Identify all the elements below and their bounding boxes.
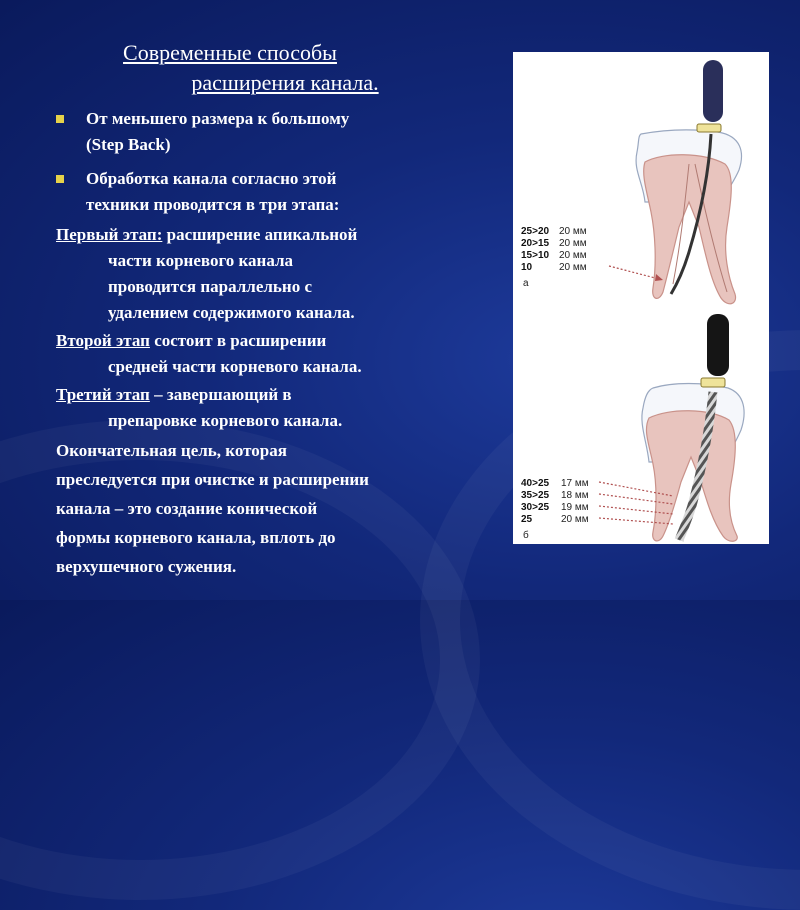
stage-text: средней части корневого канала.	[108, 357, 362, 376]
panel-letter: а	[523, 278, 529, 289]
length-label: 20 мм	[561, 514, 589, 525]
length-label: 20 мм	[559, 250, 587, 261]
tooth-root-icon	[646, 411, 737, 542]
stage-text: – завершающий в	[149, 385, 292, 404]
conclusion-line: верхушечного сужения.	[56, 557, 237, 576]
size-label: 25	[521, 514, 533, 525]
file-handle-icon	[703, 60, 723, 122]
conclusion-paragraph	[56, 436, 476, 581]
file-stopper-icon	[697, 124, 721, 132]
bullet-text: (Step Back)	[86, 135, 171, 154]
bullet-item	[56, 166, 476, 218]
size-label: 35>25	[521, 490, 550, 501]
length-label: 20 мм	[559, 238, 587, 249]
length-label: 20 мм	[559, 262, 587, 273]
square-bullet-icon	[56, 115, 64, 123]
stage-paragraph	[56, 328, 476, 380]
bullet-item	[56, 106, 476, 158]
file-stopper-icon	[701, 378, 725, 387]
length-label: 18 мм	[561, 490, 589, 501]
bullet-text: техники проводится в три этапа:	[86, 195, 340, 214]
size-label: 10	[521, 262, 533, 273]
slide-content	[56, 106, 476, 581]
size-label: 40>25	[521, 478, 550, 489]
square-bullet-icon	[56, 175, 64, 183]
tooth-root-icon	[644, 155, 736, 304]
stage-text: удалением содержимого канала.	[108, 303, 355, 322]
conclusion-line: преследуется при очистке и расширении	[56, 470, 369, 489]
length-label: 20 мм	[559, 226, 587, 237]
panel-letter: б	[523, 530, 529, 541]
size-label: 25>20	[521, 226, 550, 237]
size-label: 15>10	[521, 250, 550, 261]
stage-text: расширение апикальной	[162, 225, 358, 244]
bullet-text: От меньшего размера к большому	[86, 109, 350, 128]
stage-text: препаровке корневого канала.	[108, 411, 343, 430]
length-label: 19 мм	[561, 502, 589, 513]
conclusion-line: формы корневого канала, вплоть до	[56, 528, 336, 547]
title-line: Современные способы	[123, 40, 337, 65]
slide-title	[60, 38, 490, 98]
size-label: 20>15	[521, 238, 550, 249]
tooth-diagram-svg	[513, 52, 769, 544]
conclusion-line: канала – это создание конической	[56, 499, 318, 518]
panel-b	[599, 314, 744, 541]
title-line: расширения канала.	[191, 70, 379, 95]
stage-heading: Первый этап:	[56, 225, 163, 244]
conclusion-line: Окончательная цель, которая	[56, 441, 287, 460]
length-label: 17 мм	[561, 478, 589, 489]
stage-paragraph	[56, 222, 476, 326]
stage-text: состоит в расширении	[149, 331, 327, 350]
stage-text: части корневого канала	[108, 251, 294, 270]
tooth-illustration	[513, 52, 769, 544]
stage-text: проводится параллельно с	[108, 277, 312, 296]
size-label: 30>25	[521, 502, 550, 513]
file-handle-icon	[707, 314, 729, 376]
bullet-text: Обработка канала согласно этой	[86, 169, 337, 188]
stage-heading: Третий этап	[56, 385, 150, 404]
stage-paragraph	[56, 382, 476, 434]
panel-a	[609, 60, 741, 304]
stage-heading: Второй этап	[56, 331, 150, 350]
